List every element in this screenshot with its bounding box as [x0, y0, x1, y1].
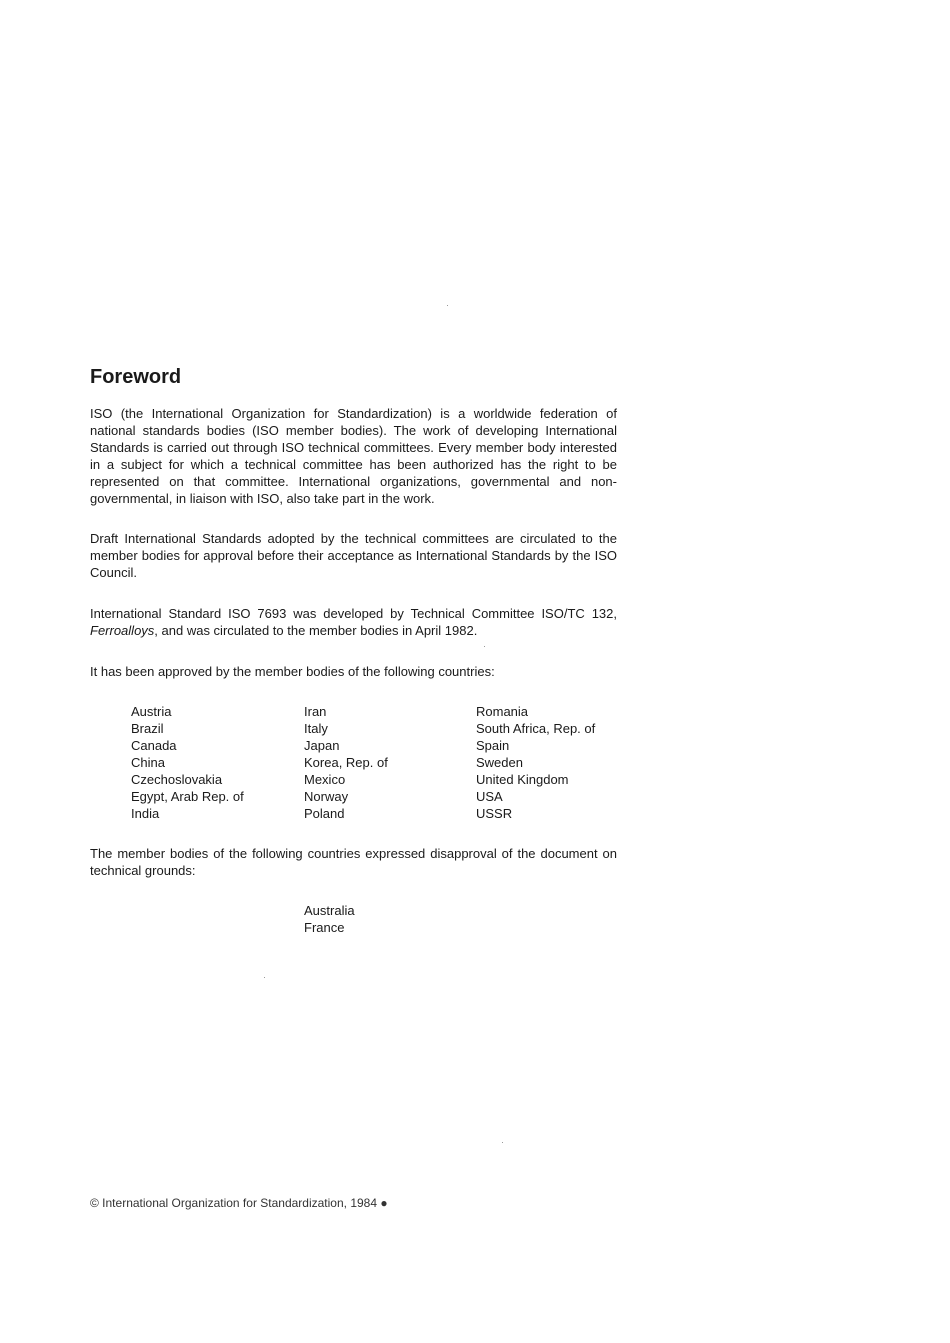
country-item: India — [131, 806, 160, 821]
country-item: Iran — [304, 704, 327, 719]
country-item: Australia — [304, 903, 355, 918]
country-item: Austria — [131, 704, 172, 719]
country-item: Egypt, Arab Rep. of — [131, 789, 244, 804]
country-item: Romania — [476, 704, 529, 719]
country-item: Korea, Rep. of — [304, 755, 388, 770]
approving-countries-column-2 — [304, 703, 388, 822]
country-item: France — [304, 920, 345, 935]
country-item: South Africa, Rep. of — [476, 721, 596, 736]
country-item: USSR — [476, 806, 513, 821]
foreword-heading: Foreword — [90, 366, 182, 388]
committee-subject: Ferroalloys — [90, 623, 155, 638]
country-item: USA — [476, 789, 503, 804]
country-item: Norway — [304, 789, 349, 804]
standard-development-text-end: , and was circulated to the member bodies in April 1982. — [154, 623, 478, 638]
copyright-footer — [90, 1196, 460, 1210]
scan-speck — [502, 1142, 503, 1143]
country-item: Sweden — [476, 755, 523, 770]
disapproval-paragraph: The member bodies of the following countries expressed disapproval of the document on technical grounds: — [90, 846, 617, 878]
country-item: Mexico — [304, 772, 346, 787]
standard-development-paragraph — [90, 605, 617, 639]
country-item: Brazil — [131, 721, 164, 736]
disapproving-countries-list — [304, 902, 355, 936]
intro-paragraph: ISO (the International Organization for Standardization) is a worldwide federation of national standards bodies (ISO member bodies). The work of developing International Standards is carried out through ISO technical committees. Every member body interested in a subject for which a technical committee has been authorized has the right to be represented on that committee. International organizations, governmental and non-governmental, in liaison with ISO, also take part in the work. — [90, 406, 617, 506]
country-item: United Kingdom — [476, 772, 569, 787]
approving-countries-column-3 — [476, 703, 595, 822]
country-item: Czechoslovakia — [131, 772, 223, 787]
draft-standards-paragraph: Draft International Standards adopted by the technical committees are circulated to the member bodies for approval before their acceptance as International Standards by the ISO Council. — [90, 531, 617, 580]
country-item: Japan — [304, 738, 340, 753]
approval-paragraph: It has been approved by the member bodies of the following countries: — [90, 664, 495, 679]
country-item: Italy — [304, 721, 328, 736]
scan-speck — [484, 646, 485, 647]
standard-development-text-start: International Standard ISO 7693 was developed by Technical Committee ISO/TC 132, — [90, 606, 617, 621]
copyright-text: © International Organization for Standardization, 1984 ● — [90, 1196, 388, 1210]
approving-countries-column-1 — [131, 703, 244, 822]
scan-speck — [264, 977, 265, 978]
scan-speck — [447, 305, 448, 306]
country-item: China — [131, 755, 165, 770]
country-item: Canada — [131, 738, 177, 753]
country-item: Poland — [304, 806, 345, 821]
country-item: Spain — [476, 738, 510, 753]
